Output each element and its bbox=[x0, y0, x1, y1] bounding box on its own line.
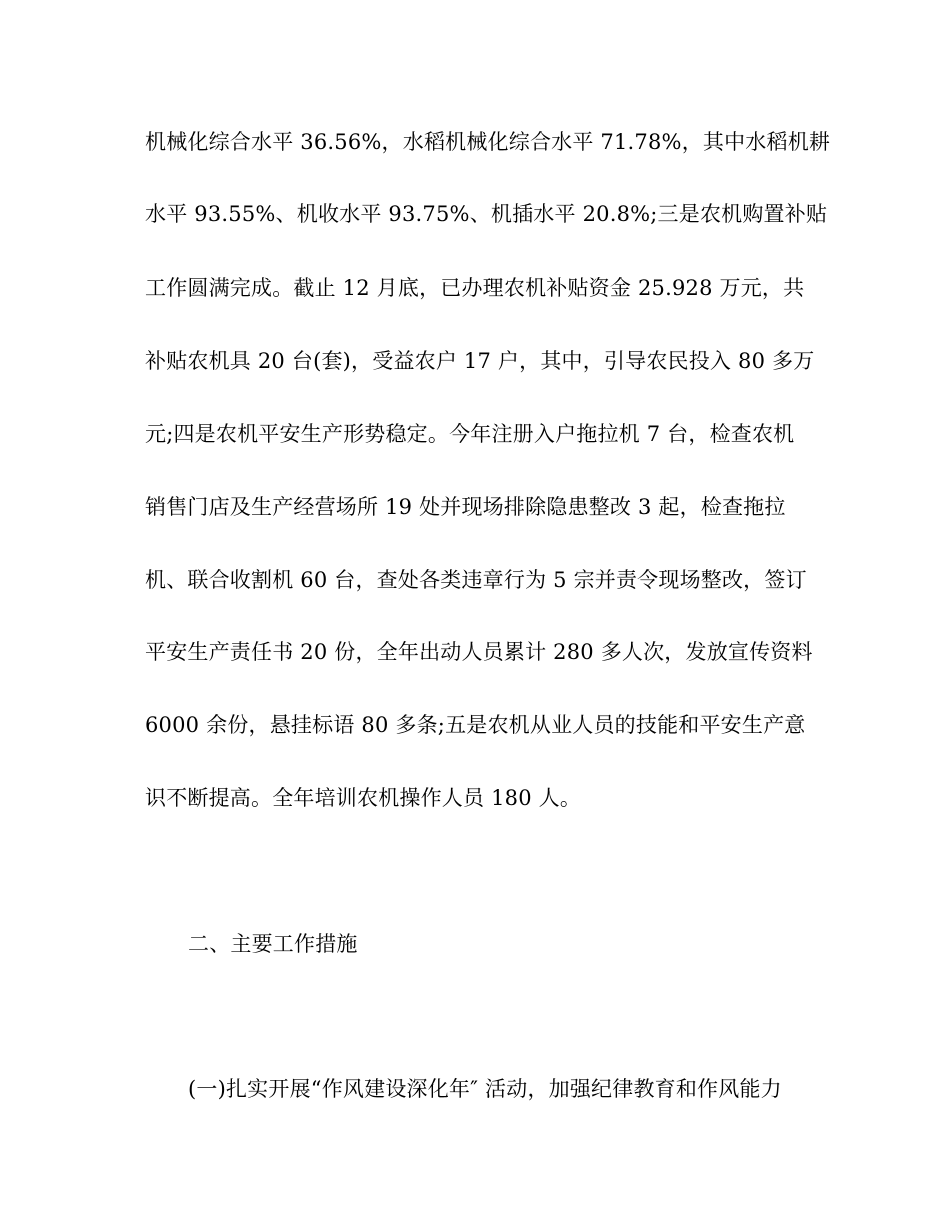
paragraph-line: 机、联合收割机 60 台，查处各类违章行为 5 宗并责令现场整改，签订 bbox=[145, 568, 807, 592]
paragraph-line: 平安生产责任书 20 份，全年出动人员累计 280 多人次，发放宣传资料 bbox=[145, 640, 813, 664]
paragraph-line: 水平 93.55%、机收水平 93.75%、机插水平 20.8%;三是农机购置补贴 bbox=[145, 202, 828, 226]
paragraph-line: 销售门店及生产经营场所 19 处并现场排除隐患整改 3 起，检查拖拉 bbox=[145, 495, 786, 519]
paragraph-line: 补贴农机具 20 台(套)，受益农户 17 户，其中，引导农民投入 80 多万 bbox=[145, 349, 815, 373]
paragraph-line: 元;四是农机平安生产形势稳定。今年注册入户拖拉机 7 台，检查农机 bbox=[145, 422, 795, 446]
section-heading: 二、主要工作措施 bbox=[188, 932, 358, 956]
paragraph-line: 6000 余份，悬挂标语 80 多条;五是农机从业人员的技能和平安生产意 bbox=[145, 713, 806, 737]
subsection-line: (一)扎实开展“作风建设深化年″ 活动，加强纪律教育和作风能力 bbox=[188, 1077, 782, 1101]
paragraph-line: 工作圆满完成。截止 12 月底，已办理农机补贴资金 25.928 万元，共 bbox=[145, 276, 805, 300]
paragraph-line: 识不断提高。全年培训农机操作人员 180 人。 bbox=[145, 786, 582, 810]
paragraph-line: 机械化综合水平 36.56%，水稻机械化综合水平 71.78%，其中水稻机耕 bbox=[145, 130, 831, 154]
